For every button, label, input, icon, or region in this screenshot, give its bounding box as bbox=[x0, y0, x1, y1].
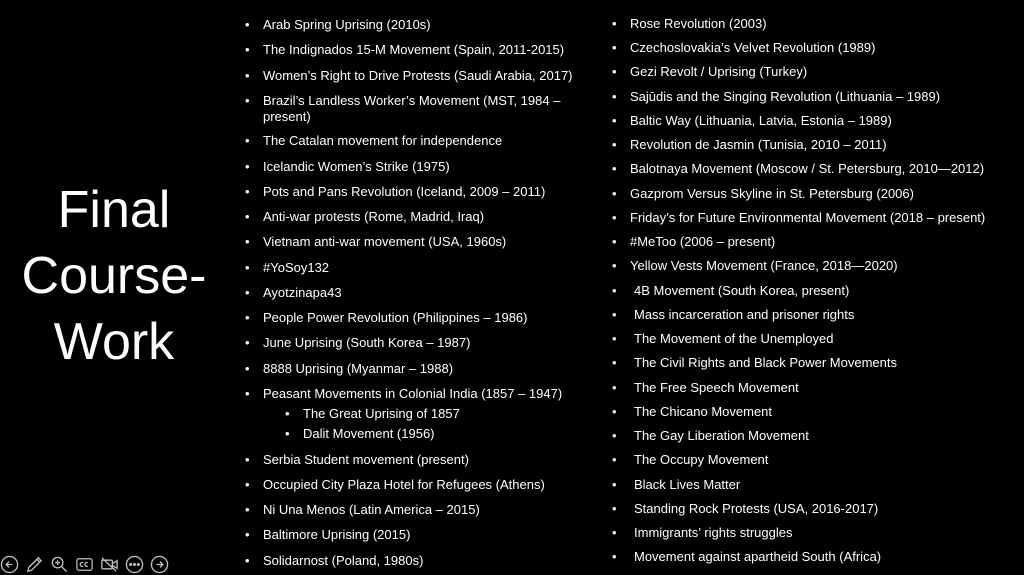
list-item: • 8888 Uprising (Myanmar – 1988) bbox=[245, 361, 595, 377]
list-item: • Baltic Way (Lithuania, Latvia, Estonia – 1989) bbox=[612, 113, 1020, 129]
list-item: • Balotnaya Movement (Moscow / St. Petersburg, 2010—2012) bbox=[612, 161, 1020, 177]
camera-off-icon[interactable] bbox=[100, 555, 119, 574]
pen-icon[interactable] bbox=[25, 555, 44, 574]
list-item: • #MeToo (2006 – present) bbox=[612, 234, 1020, 250]
list-item: • The Civil Rights and Black Power Movements bbox=[612, 355, 1020, 371]
list-item: • Anti-war protests (Rome, Madrid, Iraq) bbox=[245, 209, 595, 225]
list-item: • Vietnam anti-war movement (USA, 1960s) bbox=[245, 234, 595, 250]
title-line-1: Final bbox=[57, 181, 171, 239]
list-item: • The Gay Liberation Movement bbox=[612, 428, 1020, 444]
list-item: • Immigrants’ rights struggles bbox=[612, 525, 1020, 541]
list-item: • Gezi Revolt / Uprising (Turkey) bbox=[612, 64, 1020, 80]
zoom-icon[interactable] bbox=[50, 555, 69, 574]
title-line-3: Work bbox=[53, 313, 175, 371]
list-item: • Yellow Vests Movement (France, 2018—2020) bbox=[612, 258, 1020, 274]
sub-list-item: • The Great Uprising of 1857 bbox=[285, 406, 460, 422]
list-item: • Rose Revolution (2003) bbox=[612, 16, 1020, 32]
list-item: • Serbia Student movement (present) bbox=[245, 452, 595, 468]
subtitles-icon[interactable] bbox=[75, 555, 94, 574]
previous-slide-icon[interactable] bbox=[0, 555, 19, 574]
list-item: • Standing Rock Protests (USA, 2016-2017) bbox=[612, 501, 1020, 517]
list-item: • The Chicano Movement bbox=[612, 404, 1020, 420]
list-item: • Mass incarceration and prisoner rights bbox=[612, 307, 1020, 323]
list-item: • Ayotzinapa43 bbox=[245, 285, 595, 301]
list-item: • Arab Spring Uprising (2010s) bbox=[245, 17, 595, 33]
list-item: • Pots and Pans Revolution (Iceland, 2009 – 2011) bbox=[245, 184, 595, 200]
list-item: • The Catalan movement for independence bbox=[245, 133, 595, 149]
list-item: • People Power Revolution (Philippines – 1986) bbox=[245, 310, 595, 326]
list-item: • 4B Movement (South Korea, present) bbox=[612, 283, 1020, 299]
list-item: • Gazprom Versus Skyline in St. Petersburg (2006) bbox=[612, 186, 1020, 202]
list-item: • The Indignados 15-M Movement (Spain, 2011-2015) bbox=[245, 42, 595, 58]
slideshow-toolbar bbox=[0, 553, 169, 575]
slide-title bbox=[0, 177, 228, 375]
next-slide-icon[interactable] bbox=[150, 555, 169, 574]
list-item: • Peasant Movements in Colonial India (1857 – 1947) bbox=[245, 386, 595, 402]
list-item: • Movement against apartheid South (Africa) bbox=[612, 549, 1020, 565]
list-item: • June Uprising (South Korea – 1987) bbox=[245, 335, 595, 351]
list-item: • Revolution de Jasmin (Tunisia, 2010 – 2011) bbox=[612, 137, 1020, 153]
list-item: • The Occupy Movement bbox=[612, 452, 1020, 468]
list-item: • Women’s Right to Drive Protests (Saudi Arabia, 2017) bbox=[245, 68, 595, 84]
list-item: • #YoSoy132 bbox=[245, 260, 595, 276]
list-item: • Sajūdis and the Singing Revolution (Lithuania – 1989) bbox=[612, 89, 1020, 105]
list-item: • Solidarnost (Poland, 1980s) bbox=[245, 553, 595, 569]
list-item: • The Free Speech Movement bbox=[612, 380, 1020, 396]
title-line-2: Course- bbox=[21, 247, 207, 305]
list-item: • Brazil’s Landless Worker’s Movement (MST, 1984 – present) bbox=[245, 93, 595, 124]
list-item: • Icelandic Women’s Strike (1975) bbox=[245, 159, 595, 175]
list-item: • Czechoslovakia’s Velvet Revolution (1989) bbox=[612, 40, 1020, 56]
sub-list-item: • Dalit Movement (1956) bbox=[285, 426, 435, 442]
list-item: • Baltimore Uprising (2015) bbox=[245, 527, 595, 543]
list-item: • Ni Una Menos (Latin America – 2015) bbox=[245, 502, 595, 518]
list-item: • The Movement of the Unemployed bbox=[612, 331, 1020, 347]
more-options-icon[interactable] bbox=[125, 555, 144, 574]
list-item: • Occupied City Plaza Hotel for Refugees (Athens) bbox=[245, 477, 595, 493]
list-item: • Friday’s for Future Environmental Movement (2018 – present) bbox=[612, 210, 1020, 226]
list-item: • Black Lives Matter bbox=[612, 477, 1020, 493]
